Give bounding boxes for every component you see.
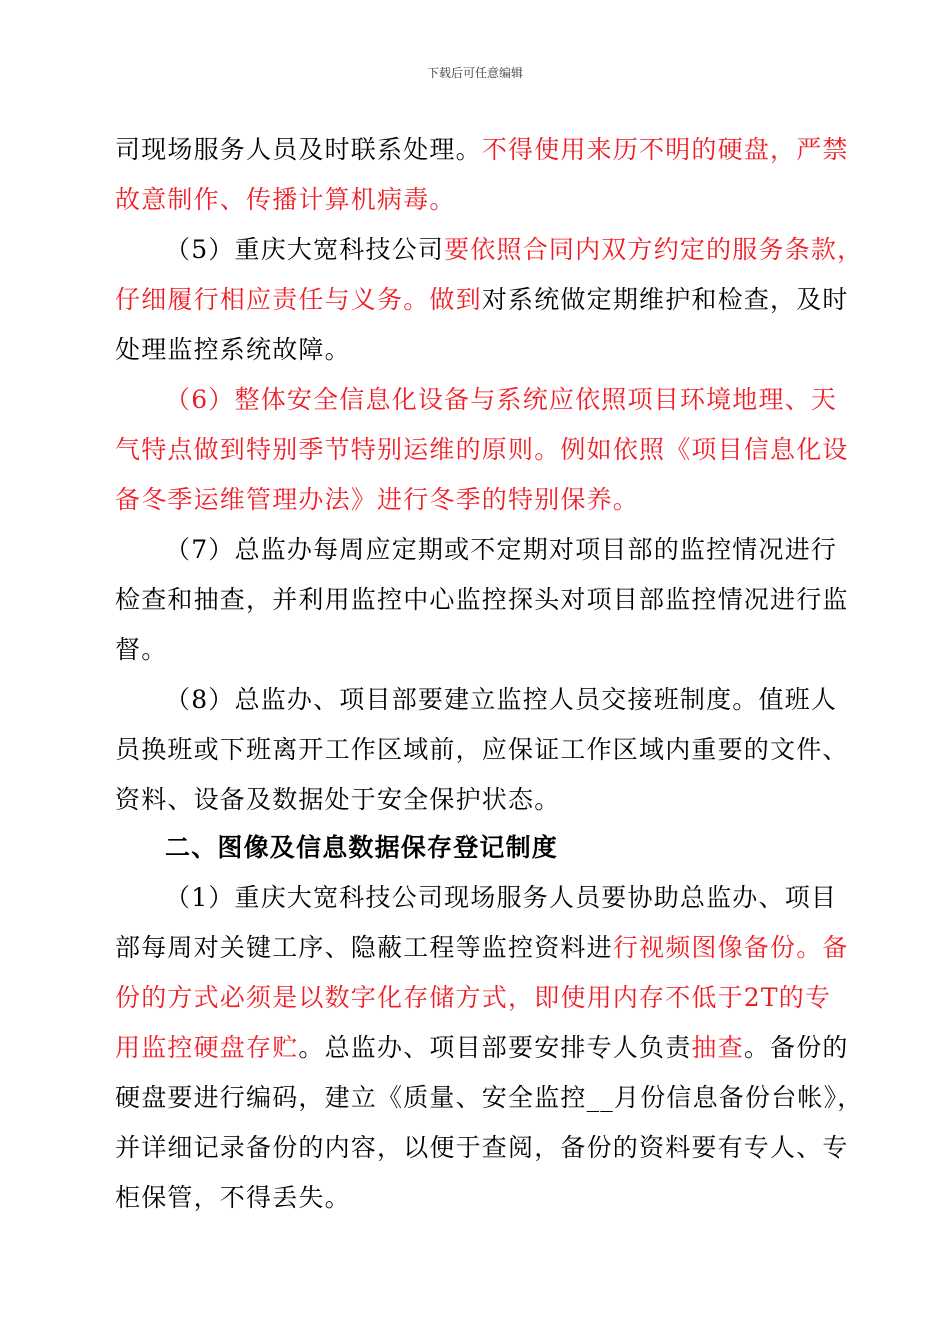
body-text: 。备份的 bbox=[743, 1033, 849, 1062]
highlighted-text: 抽查 bbox=[691, 1033, 744, 1062]
text-line bbox=[115, 432, 849, 468]
text-line bbox=[115, 182, 456, 218]
body-text: （7）总监办每周应定期或不定期对项目部的监控情况进行 bbox=[165, 535, 838, 564]
text-line bbox=[115, 1030, 849, 1066]
text-line bbox=[165, 232, 863, 268]
text-line bbox=[115, 980, 831, 1016]
highlighted-text: 气特点做到特别季节特别运维的原则。例如依照《项目信息化设 bbox=[115, 435, 849, 464]
text-line bbox=[165, 532, 837, 568]
text-line bbox=[165, 382, 837, 418]
text-line bbox=[115, 132, 849, 168]
body-text: 并详细记录备份的内容，以便于查阅，备份的资料要有专人、专 bbox=[115, 1133, 849, 1162]
text-line bbox=[115, 1080, 864, 1116]
highlighted-text: 故意制作、传播计算机病毒。 bbox=[115, 185, 456, 214]
body-text: 司现场服务人员及时联系处理。 bbox=[115, 135, 482, 164]
section-heading bbox=[165, 830, 558, 866]
highlighted-text: 用监控硬盘存贮 bbox=[115, 1033, 299, 1062]
highlighted-text: 行视频图像备份。备 bbox=[612, 933, 849, 962]
body-text: （8）总监办、项目部要建立监控人员交接班制度。值班人 bbox=[165, 685, 838, 714]
body-text: 。总监办、项目部要安排专人负责 bbox=[298, 1033, 692, 1062]
text-line bbox=[115, 732, 849, 768]
text-line bbox=[115, 582, 849, 618]
highlighted-text: 要依照合同内双方约定的服务条款， bbox=[444, 235, 864, 264]
body-text: 资料、设备及数据处于安全保护状态。 bbox=[115, 785, 561, 814]
body-text: （1）重庆大宽科技公司现场服务人员要协助总监办、项目 bbox=[165, 883, 838, 912]
highlighted-text: 仔细履行相应责任与义务。做到 bbox=[115, 285, 482, 314]
body-text: 硬盘要进行编码，建立《质量、安全监控__月份信息备份台帐》， bbox=[115, 1083, 864, 1112]
highlighted-text: 备冬季运维管理办法》进行冬季的特别保养。 bbox=[115, 485, 640, 514]
page-header: 下载后可任意编辑 bbox=[426, 66, 523, 80]
body-text: 检查和抽查，并利用监控中心监控探头对项目部监控情况进行监 bbox=[115, 585, 849, 614]
text-line bbox=[165, 682, 837, 718]
body-text: 二、图像及信息数据保存登记制度 bbox=[165, 833, 559, 862]
text-line bbox=[115, 632, 167, 668]
text-line bbox=[115, 782, 560, 818]
body-text: 督。 bbox=[115, 635, 168, 664]
text-line bbox=[165, 880, 837, 916]
text-line bbox=[115, 282, 849, 318]
body-text: 柜保管，不得丢失。 bbox=[115, 1183, 351, 1212]
body-text: 部每周对关键工序、隐蔽工程等监控资料进 bbox=[115, 933, 613, 962]
body-text: 处理监控系统故障。 bbox=[115, 335, 351, 364]
highlighted-text: 份的方式必须是以数字化存储方式，即使用内存不低于2T的专 bbox=[115, 983, 832, 1012]
text-line bbox=[115, 1180, 351, 1216]
text-line bbox=[115, 930, 849, 966]
body-text: 对系统做定期维护和检查，及时 bbox=[481, 285, 849, 314]
text-line bbox=[115, 1130, 849, 1166]
body-text: 员换班或下班离开工作区域前，应保证工作区域内重要的文件、 bbox=[115, 735, 849, 764]
highlighted-text: （6）整体安全信息化设备与系统应依照项目环境地理、天 bbox=[165, 385, 838, 414]
body-text: （5）重庆大宽科技公司 bbox=[165, 235, 445, 264]
text-line bbox=[115, 332, 351, 368]
highlighted-text: 不得使用来历不明的硬盘，严禁 bbox=[481, 135, 849, 164]
text-line bbox=[115, 482, 639, 518]
